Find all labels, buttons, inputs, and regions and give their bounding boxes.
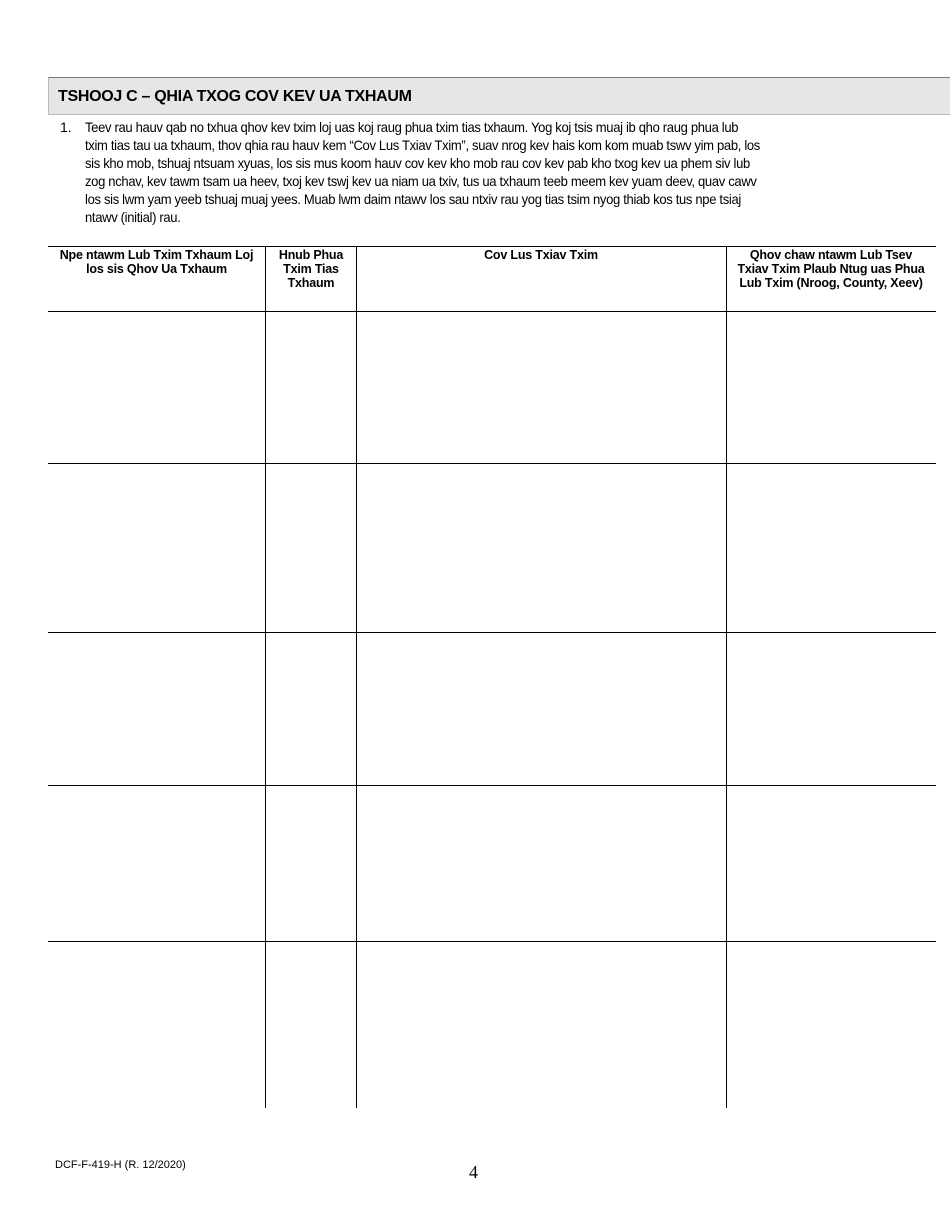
section-header	[48, 77, 950, 115]
table-row[interactable]	[49, 786, 935, 941]
form-id: DCF-F-419-H (R. 12/2020)	[55, 1159, 186, 1171]
table-row[interactable]	[49, 312, 935, 463]
instruction-line: los sis lwm yam yeeb tshuaj muaj yees. Muab lwm daim ntawv los sau ntxiv rau yog tias tsim nyog thiab kos tus npe tsiaj	[85, 191, 741, 207]
instruction-line: ntawv (initial) rau.	[85, 209, 181, 225]
column-header-sentence: Cov Lus Txiav Txim	[484, 248, 598, 262]
table-row[interactable]	[49, 942, 935, 1108]
table-row[interactable]	[49, 464, 935, 632]
column-header-offense: Npe ntawm Lub Txim Txhaum Loj los sis Qhov Ua Txhaum	[59, 248, 254, 276]
page-number: 4	[469, 1162, 478, 1182]
table-border-top	[48, 246, 936, 247]
section-title: TSHOOJ C – QHIA TXOG COV KEV UA TXHAUM	[58, 88, 412, 105]
column-header-date: Hnub Phua Txim Tias Txhaum	[278, 248, 344, 290]
instruction-line: txim tias tau ua txhaum, thov qhia rau hauv kem “Cov Lus Txiav Txim”, suav nrog kev hais kom kom muab tswv yim pab, los	[85, 137, 761, 153]
table-row[interactable]	[49, 633, 935, 785]
instruction-line: sis kho mob, tshuaj ntsuam xyuas, los sis mus koom hauv cov kev kho mob rau cov kev pab kho txog kev ua phem siv lub	[85, 155, 750, 171]
column-header-court-location: Qhov chaw ntawm Lub Tsev Txiav Txim Plaub Ntug uas Phua Lub Txim (Nroog, County, Xeev)	[737, 248, 925, 290]
item-number: 1.	[60, 119, 72, 135]
instruction-line: Teev rau hauv qab no txhua qhov kev txim loj uas koj raug phua txim tias txhaum. Yog koj tsis muaj ib qho raug phua lub	[85, 119, 739, 135]
instruction-line: zog nchav, kev tawm tsam ua heev, txoj kev tswj kev ua niam ua txiv, tus ua txhaum teeb meem kev yuam deev, quav cawv	[85, 173, 757, 189]
instruction-paragraph	[60, 118, 811, 226]
